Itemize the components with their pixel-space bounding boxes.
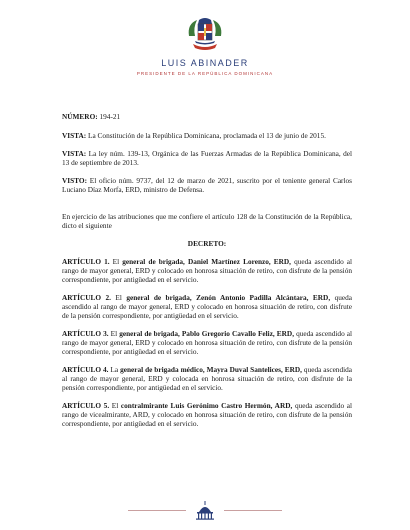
- articulo-text: queda ascendido al rango de mayor general, ERD y colocado en honrosa situación de retiro, con disfrute de la pensión correspondiente, por antigüedad en el servicio.: [62, 329, 353, 356]
- visto-label: VISTO:: [62, 176, 88, 185]
- footer: [0, 500, 410, 520]
- numero-label: NÚMERO:: [62, 112, 98, 121]
- articulo-rank: general de brigada, Daniel Martínez Lorenzo, ERD,: [122, 257, 291, 266]
- ejercicio-paragraph: En ejercicio de las atribuciones que me confiere el artículo 128 de la Constitución de la República, dicto el siguiente: [62, 212, 352, 230]
- vista-1: [62, 131, 352, 140]
- articulo-label: ARTÍCULO 1.: [62, 257, 110, 266]
- articulo-article: El: [111, 401, 119, 410]
- articulo-text: queda ascendido al rango de mayor general, ERD y colocado en honrosa situación de retiro, con disfrute de la pensión correspondiente, por antigüedad en el servicio.: [62, 293, 352, 320]
- letterhead: [0, 14, 410, 76]
- footer-divider-right: [224, 510, 282, 511]
- footer-divider-left: [128, 510, 186, 511]
- articulo-article: El: [112, 257, 120, 266]
- articulo-rank: general de brigada, Pablo Gregorio Cavallo Feliz, ERD,: [119, 329, 295, 338]
- articulo-rank: general de brigada, Zenón Antonio Padilla Alcántara, ERD,: [126, 293, 331, 302]
- decree-body: [62, 112, 352, 437]
- articulo-label: ARTÍCULO 2.: [62, 293, 111, 302]
- articulo-rank: contralmirante Luis Gerónimo Castro Hermón, ARD,: [120, 401, 293, 410]
- vista-1-text: La Constitución de la República Dominicana, proclamada el 13 de junio de 2015.: [88, 131, 326, 140]
- visto: [62, 176, 352, 194]
- articulo-rank: general de brigada médico, Mayra Duval Santelices, ERD,: [120, 365, 302, 374]
- articulo-article: La: [110, 365, 119, 374]
- numero-line: [62, 112, 352, 121]
- articulo-label: ARTÍCULO 4.: [62, 365, 109, 374]
- president-title: PRESIDENTE DE LA REPÚBLICA DOMINICANA: [136, 71, 274, 76]
- articulo-1: [62, 257, 352, 284]
- numero-value: 194-21: [99, 112, 121, 121]
- articulo-article: El: [110, 329, 118, 338]
- articulo-label: ARTÍCULO 3.: [62, 329, 109, 338]
- vista-2-text: La ley núm. 139-13, Orgánica de las Fuerzas Armadas de la República Dominicana, del 13 de septiembre de 2013.: [62, 149, 352, 167]
- vista-2-label: VISTA:: [62, 149, 87, 158]
- articulo-text: queda ascendido al rango de vicealmirante, ARD, y colocado en honrosa situación de retiro, con disfrute de la pensión correspondiente, por antigüedad en el servicio.: [62, 401, 353, 428]
- articulo-label: ARTÍCULO 5.: [62, 401, 110, 410]
- vista-2: [62, 149, 352, 167]
- articulo-text: queda ascendida al rango de mayor general, ERD y colocada en honrosa situación de retiro, con disfrute de la pensión correspondiente, por antigüedad en el servicio.: [62, 365, 353, 392]
- articulo-5: [62, 401, 352, 428]
- visto-text: El oficio núm. 9737, del 12 de marzo de 2021, suscrito por el teniente general Carlos Luciano Díaz Morfa, ERD, ministro de Defensa.: [62, 176, 353, 194]
- president-name: LUIS ABINADER: [161, 58, 249, 68]
- articulo-article: El: [115, 293, 122, 302]
- articulo-4: [62, 365, 352, 392]
- articulo-text: queda ascendido al rango de mayor general, ERD y colocado en honrosa situación de retiro, con disfrute de la pensión correspondiente, por antigüedad en el servicio.: [62, 257, 353, 284]
- decreto-heading: DECRETO:: [187, 239, 227, 248]
- articulo-2: [62, 293, 352, 320]
- vista-1-label: VISTA:: [62, 131, 87, 140]
- coat-of-arms-icon: [185, 14, 225, 54]
- palace-dome-icon: [193, 500, 217, 520]
- articulo-3: [62, 329, 352, 356]
